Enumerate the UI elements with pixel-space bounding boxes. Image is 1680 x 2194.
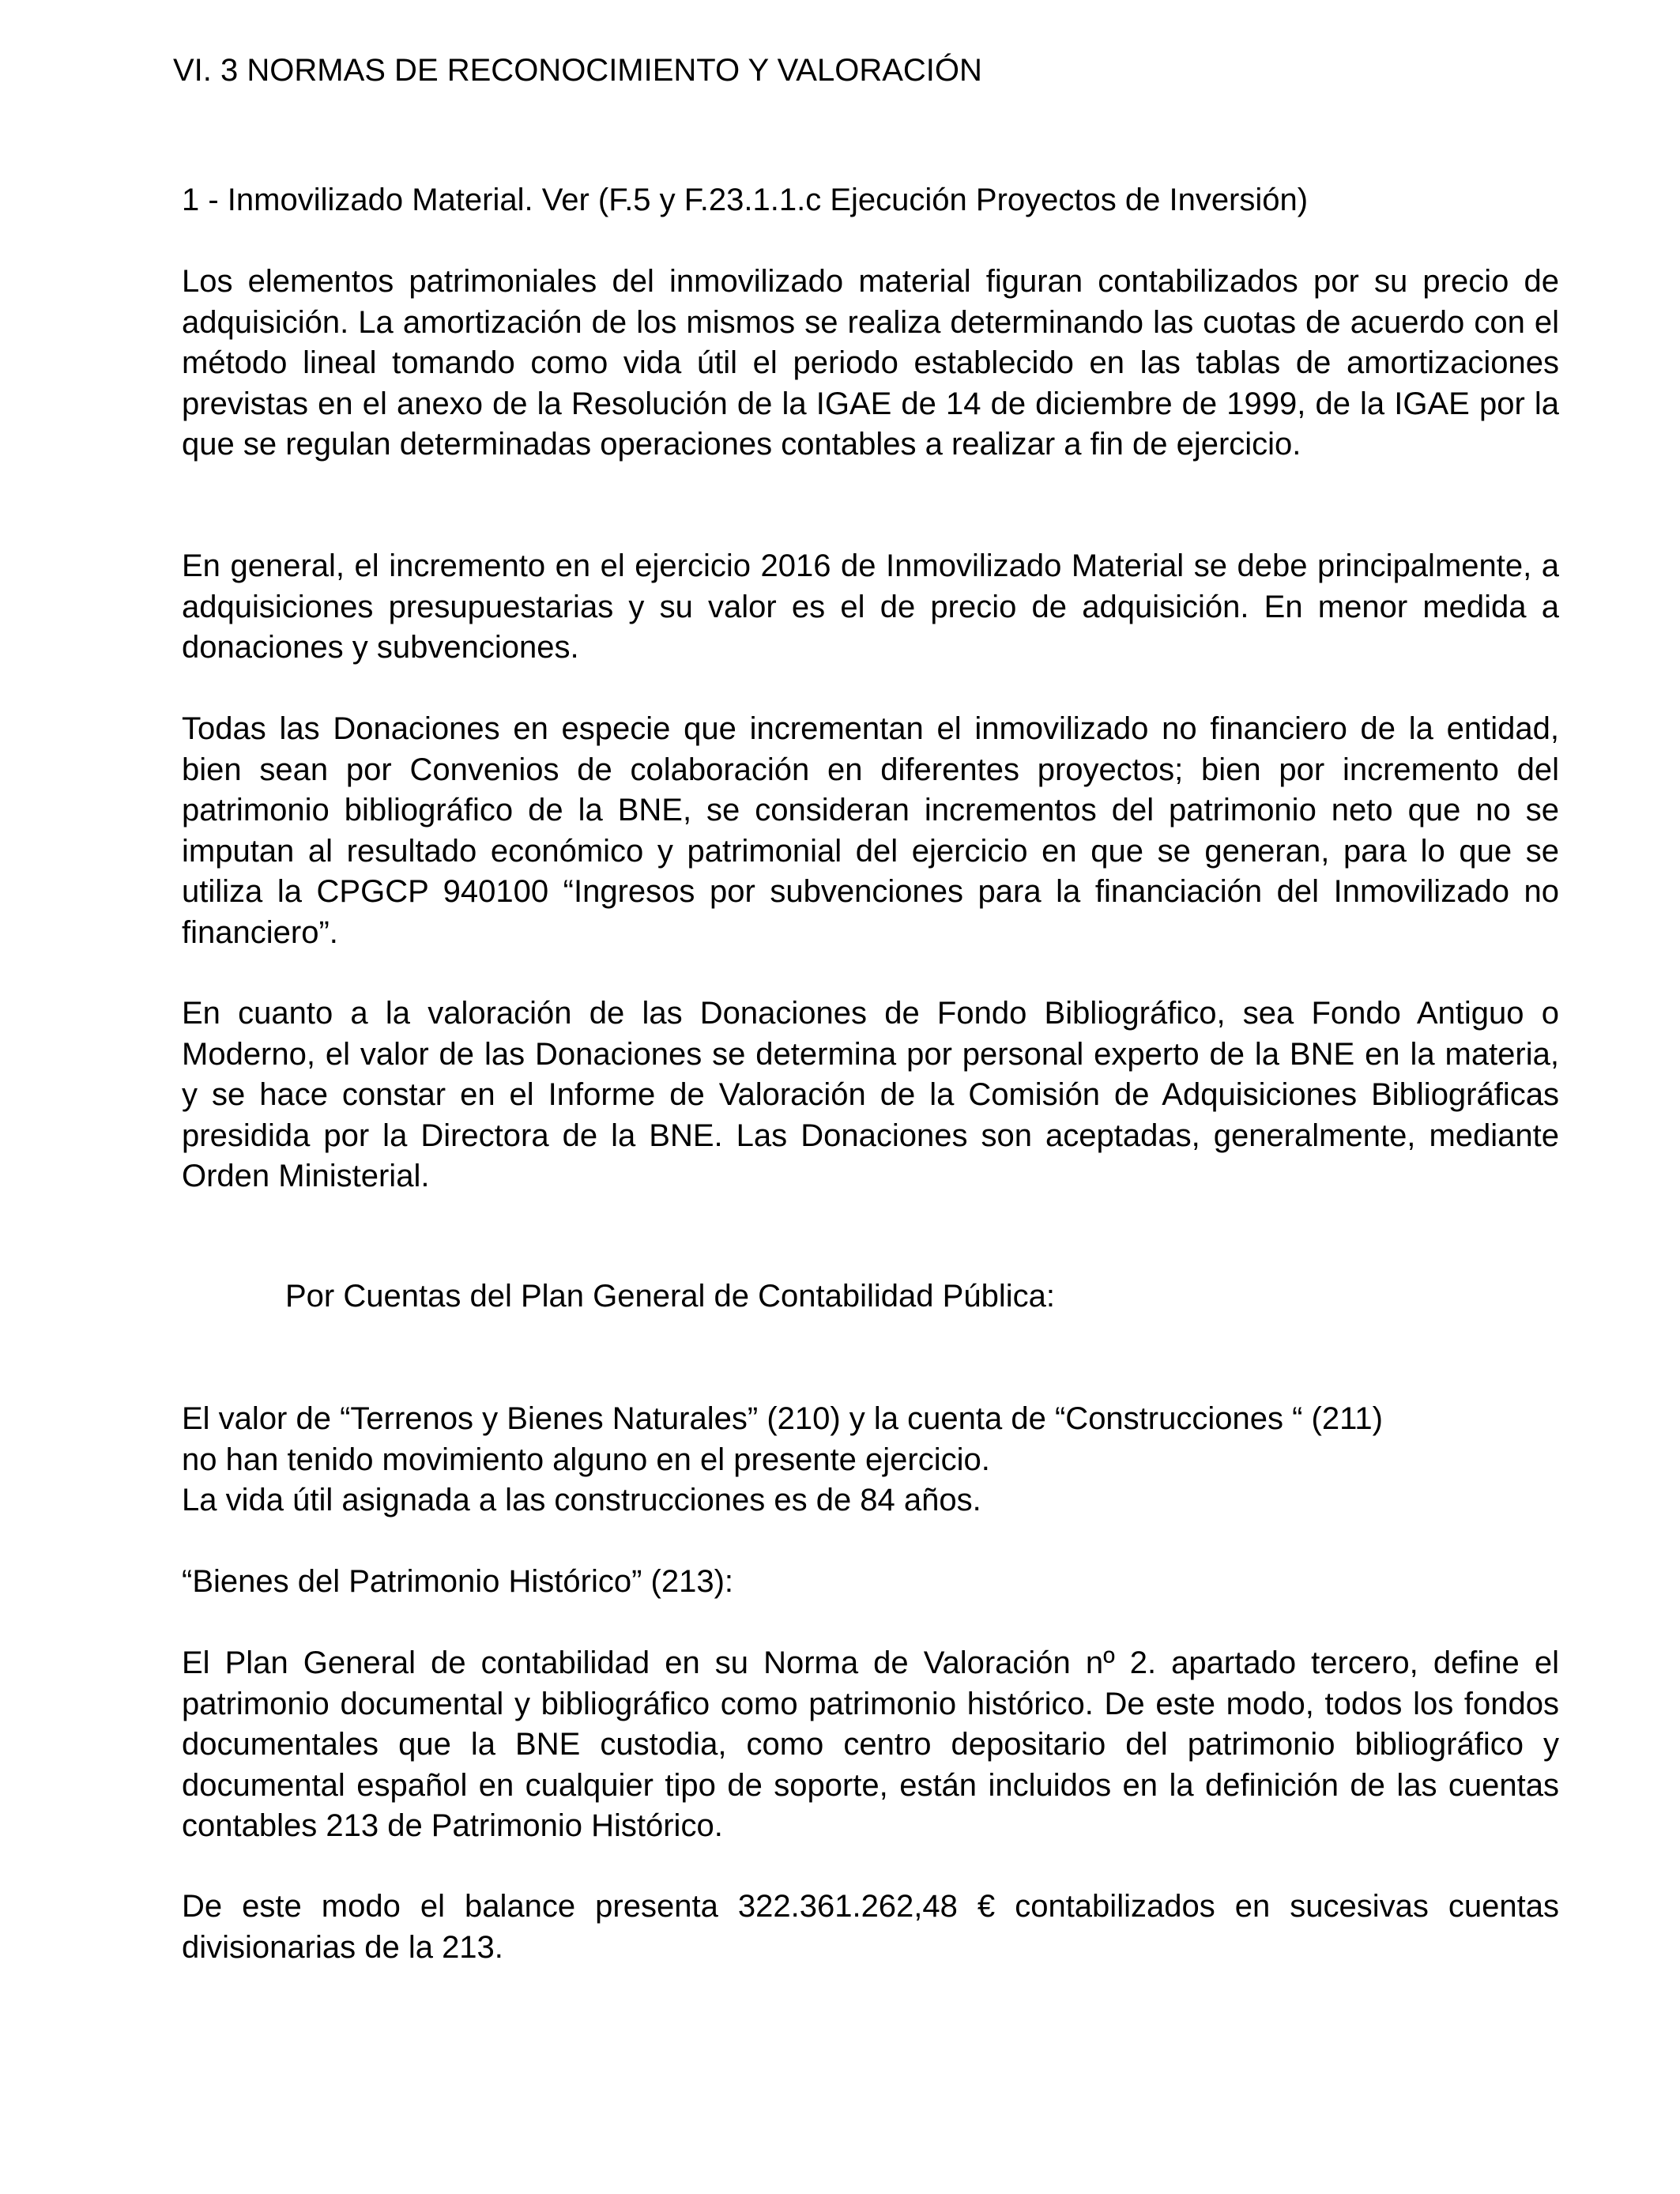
paragraph-line: El valor de “Terrenos y Bienes Naturales” (210) y la cuenta de “Construcciones “ (211): [182, 1401, 1383, 1436]
paragraph-balance: De este modo el balance presenta 322.361.262,48 € contabilizados en sucesivas cuentas divisionarias de la 213.: [182, 1889, 1559, 1965]
paragraph-donations: Todas las Donaciones en especie que incrementan el inmovilizado no financiero de la entidad, bien sean por Convenios de colaboración en diferentes proyectos; bien por incremento del patrimonio bibliográfico de la BNE, se consideran incrementos del patrimonio neto que no se imputan al resultado económico y patrimonial del ejercicio en que se generan, para lo que se utiliza la CPGCP 940100 “Ingresos por subvenciones para la financiación del Inmovilizado no financiero”.: [182, 711, 1559, 950]
section-heading: 1 - Inmovilizado Material. Ver (F.5 y F.23.1.1.c Ejecución Proyectos de Inversión): [182, 183, 1309, 217]
paragraph-line: La vida útil asignada a las construcciones es de 84 años.: [182, 1483, 981, 1517]
paragraph-increase-2016: En general, el incremento en el ejercicio 2016 de Inmovilizado Material se debe principalmente, a adquisiciones presupuestarias y su valor es el de precio de adquisición. En menor medida a donaciones y subvenciones.: [182, 548, 1559, 665]
paragraph-land-constructions: [182, 1399, 1559, 1521]
paragraph-donation-valuation: En cuanto a la valoración de las Donaciones de Fondo Bibliográfico, sea Fondo Antiguo o Moderno, el valor de las Donaciones se determina por personal experto de la BNE en la materia, y se hace constar en el Informe de Valoración de la Comisión de Adquisiciones Bibliográficas presidida por la Directora de la BNE. Las Donaciones son aceptadas, generalmente, mediante Orden Ministerial.: [182, 996, 1559, 1193]
document-title: VI. 3 NORMAS DE RECONOCIMIENTO Y VALORACIÓN: [173, 53, 982, 88]
accounts-subheading: Por Cuentas del Plan General de Contabilidad Pública:: [285, 1279, 1055, 1314]
paragraph-heritage-definition: El Plan General de contabilidad en su Norma de Valoración nº 2. apartado tercero, define el patrimonio documental y bibliográfico como patrimonio histórico. De este modo, todos los fondos documentales que la BNE custodia, como centro depositario del patrimonio bibliográfico y documental español en cualquier tipo de soporte, están incluidos en la definición de las cuentas contables 213 de Patrimonio Histórico.: [182, 1646, 1559, 1843]
paragraph-depreciation: Los elementos patrimoniales del inmovilizado material figuran contabilizados por su precio de adquisición. La amortización de los mismos se realiza determinando las cuotas de acuerdo con el método lineal tomando como vida útil el periodo establecido en las tablas de amortizaciones previstas en el anexo de la Resolución de la IGAE de 14 de diciembre de 1999, de la IGAE por la que se regulan determinadas operaciones contables a realizar a fin de ejercicio.: [182, 264, 1559, 462]
paragraph-line: no han tenido movimiento alguno en el presente ejercicio.: [182, 1442, 990, 1477]
historic-heritage-heading: “Bienes del Patrimonio Histórico” (213):: [182, 1564, 734, 1599]
